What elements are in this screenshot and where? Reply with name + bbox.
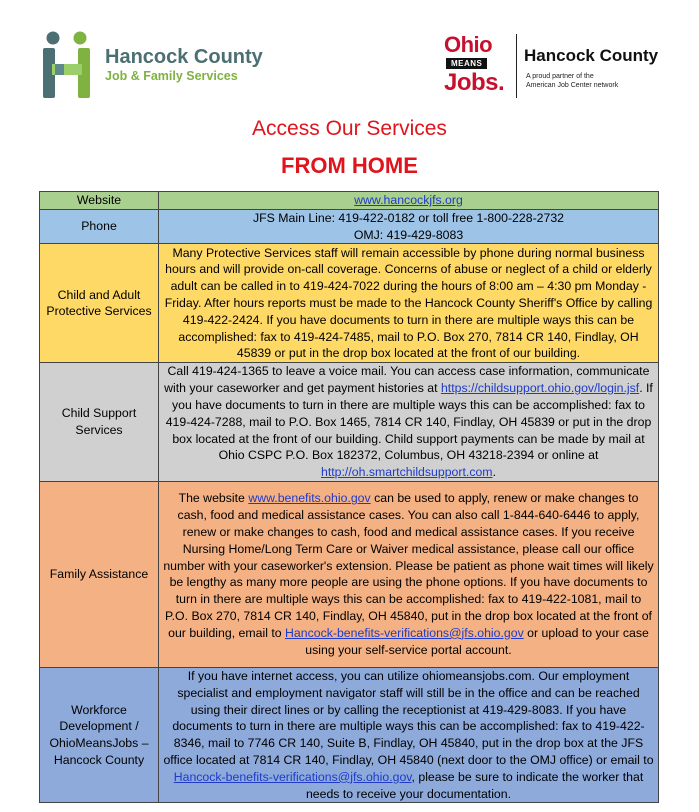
logo-divider bbox=[516, 34, 517, 98]
table-row-website bbox=[40, 192, 659, 210]
workforce-text-1: If you have internet access, you can utilize ohiomeansjobs.com. Our employment specialist and employment navigator staff will still be in the office and can be reached using their direct lines or by calling the receptionist at 419-429-8083. If you have documents to turn in there are multiple ways this can be accomplished: fax to 419-422-8346, mail to 7746 CR 140, Suite B, Findlay, OH 45840, put in the drop box at the JFS office located at 7814 CR 140, Findlay, OH 45840 (next door to the OMJ office) or email to bbox=[163, 668, 654, 767]
omj-logo-jobs: Jobs. bbox=[444, 69, 505, 96]
workforce-text-2: , please be sure to indicate the worker that needs to receive your documentation. bbox=[305, 769, 644, 801]
services-table bbox=[39, 191, 659, 803]
child-support-login-link[interactable]: https://childsupport.ohio.gov/login.jsf bbox=[440, 381, 640, 396]
row-label-phone: Phone bbox=[40, 209, 159, 244]
row-content-website bbox=[159, 192, 659, 210]
omj-logo-partner bbox=[526, 72, 618, 90]
page-subtitle: FROM HOME bbox=[281, 153, 418, 178]
table-row-phone bbox=[40, 209, 659, 244]
row-content-workforce-development bbox=[159, 667, 659, 802]
row-label-family-assistance: Family Assistance bbox=[40, 481, 159, 667]
table-row-child-support bbox=[40, 363, 659, 482]
row-content-protective-services: Many Protective Services staff will remain accessible by phone during normal business hours and will provide on-call coverage. Concerns of abuse or neglect of a child or elderly adult can be called in to 419-424-7022 during the hours of 8:00 am – 4:30 pm Monday - Friday. After hours reports must be made to the Hancock County Sheriff's Office by calling 419-422-2424. If you have documents to turn in there are multiple ways this can be accomplished: fax to 419-424-7485, mail to P.O. Box 270, 7814 CR 140, Findlay, OH 45839 or put in the drop box located at the front of our building. bbox=[159, 244, 659, 363]
page-title: Access Our Services bbox=[252, 117, 447, 140]
workforce-email-link[interactable]: Hancock-benefits-verifications@jfs.ohio.gov bbox=[173, 769, 412, 784]
website-link[interactable]: www.hancockjfs.org bbox=[354, 193, 463, 207]
child-support-text-1: Call 419-424-1365 to leave a voice mail. You can access case information, communicate with your caseworker and get payment histories at bbox=[164, 364, 650, 396]
family-text-2: can be used to apply, renew or make changes to cash, food and medical assistance cases. You can also call 1-844-640-6446 to apply, renew or make changes to cash, food and medical assistance cases. If you receive Nursing Home/Long Term Care or Waiver medical assistance, please call our office number with your caseworker's extension. Please be patient as phone wait times will likely be lengthy as many more people are using the phone options. If you have documents to turn in there are multiple ways this can be accomplished: fax to 419-422-1081, mail to P.O. Box 270, 7814 CR 140, Findlay, OH 45840, put in the drop box located at the front of our building, email to bbox=[163, 491, 654, 640]
row-label-workforce-development: Workforce Development / OhioMeansJobs – Hancock County bbox=[40, 667, 159, 802]
child-support-text-2: . If you have documents to turn in there are multiple ways this can be accomplished: fax to 419-424-7288, mail to P.O. Box 1465, 7814 CR 140, Findlay, OH 45839 or put in the drop box located at the front of our building. Child support payments can be made by mail at Ohio CSPC P.O. Box 182372, Columbus, OH 43218-2394 or online at bbox=[165, 381, 653, 463]
hjfs-family-icon bbox=[40, 30, 95, 100]
benefits-website-link[interactable]: www.benefits.ohio.gov bbox=[248, 491, 371, 506]
omj-logo-means: MEANS bbox=[446, 58, 487, 69]
row-content-phone bbox=[159, 209, 659, 244]
row-content-child-support bbox=[159, 363, 659, 482]
phone-main-line: JFS Main Line: 419-422-0182 or toll free 1-800-228-2732 bbox=[252, 210, 565, 225]
row-label-protective-services: Child and Adult Protective Services bbox=[40, 244, 159, 363]
row-label-website: Website bbox=[40, 192, 159, 210]
hjfs-logo bbox=[40, 30, 280, 102]
hjfs-logo-subtitle: Job & Family Services bbox=[105, 69, 238, 83]
omj-partner-line2: American Job Center network bbox=[526, 82, 619, 89]
child-support-text-3: . bbox=[492, 465, 496, 480]
row-content-family-assistance bbox=[159, 481, 659, 667]
family-text-3: or upload to your case using your self-service portal account. bbox=[305, 625, 649, 657]
hjfs-logo-name: Hancock County bbox=[105, 46, 263, 68]
ohiomeansjobs-logo bbox=[444, 34, 669, 104]
smart-child-support-link[interactable]: http://oh.smartchildsupport.com bbox=[321, 465, 493, 480]
omj-partner-line1: A proud partner of the bbox=[526, 73, 594, 80]
omj-logo-county: Hancock County bbox=[524, 46, 659, 65]
row-label-child-support: Child Support Services bbox=[40, 363, 159, 482]
table-row-family-assistance bbox=[40, 481, 659, 667]
family-text-1: The website bbox=[178, 491, 245, 506]
benefits-email-link[interactable]: Hancock-benefits-verifications@jfs.ohio.gov bbox=[285, 625, 524, 640]
table-row-workforce-development bbox=[40, 667, 659, 802]
table-row-protective-services bbox=[40, 244, 659, 363]
omj-logo-ohio: Ohio bbox=[444, 32, 493, 57]
phone-omj-line: OMJ: 419-429-8083 bbox=[353, 227, 464, 242]
